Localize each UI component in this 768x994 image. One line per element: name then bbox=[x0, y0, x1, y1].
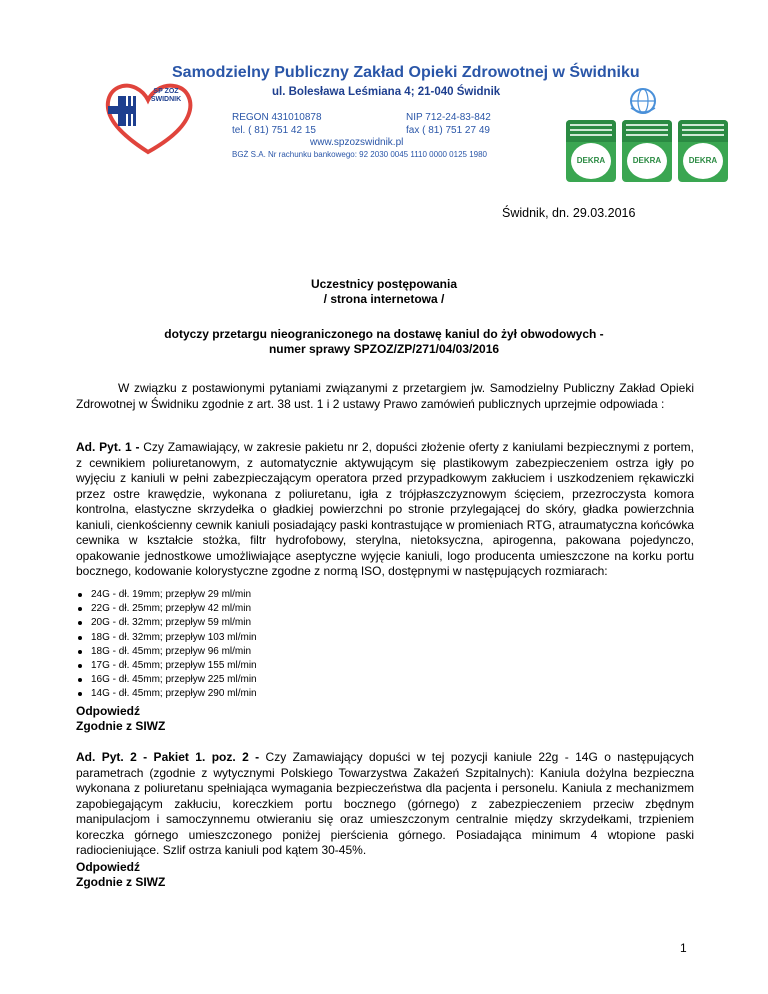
size-text: 24G - dł. 19mm; przepływ 29 ml/min bbox=[91, 589, 252, 600]
dekra-label: DEKRA bbox=[688, 156, 718, 165]
answer-1-text: Zgodnie z SIWZ bbox=[76, 719, 166, 733]
size-text: 18G - dł. 32mm; przepływ 103 ml/min bbox=[91, 631, 257, 643]
bullet-icon bbox=[78, 607, 82, 611]
size-text: 16G - dł. 45mm; przepływ 225 ml/min bbox=[91, 674, 257, 686]
bullet-icon bbox=[78, 664, 82, 668]
bullet-icon bbox=[78, 692, 82, 696]
organization-address: ul. Bolesława Leśmiana 4; 21-040 Świdnik bbox=[272, 86, 501, 98]
dekra-label: DEKRA bbox=[576, 156, 606, 165]
bullet-icon bbox=[78, 678, 82, 682]
document-date: Świdnik, dn. 29.03.2016 bbox=[502, 206, 636, 220]
dekra-certificate-iso9001 bbox=[566, 120, 616, 182]
question-2-paragraph bbox=[76, 750, 694, 859]
question-2-text: Czy Zamawiający dopuści w tej pozycji kaniule 22g - 14G o następujących parametrach (zgodnie z wytycznymi Polskiego Towarzystwa Zakażeń Szpitalnych): Kaniula dożylna bezpieczna wykonana z poliuretanu spełniająca wymagania bezpieczeństwa dla pacjenta i personelu. Kaniula z mechanizmem zapobiegającym zakłuciu, koreczkiem portu bocznego (górnego) z zabezpieczeniem przeciw zbędnym manipulacjom i samoczynnemu otwieraniu się oraz umieszczonym centralnie między skrzydełkami, trzpieniem koreczka górnego umieszczonego poniżej pierścienia górnego. Posiadająca minimum 4 wtopione paski radiocieniujące. Szlif ostrza kaniuli pod kątem 30-45%. bbox=[76, 750, 694, 857]
list-item bbox=[76, 673, 257, 687]
subject-line-1: dotyczy przetargu nieograniczonego na dostawę kaniul do żył obwodowych - bbox=[164, 327, 604, 341]
recipient-line-1: Uczestnicy postępowania bbox=[310, 277, 458, 291]
size-text: 18G - dł. 45mm; przepływ 96 ml/min bbox=[91, 645, 252, 657]
recipient-line-2: / strona internetowa / bbox=[323, 292, 445, 306]
answer-2-label: Odpowiedź bbox=[76, 860, 140, 874]
dekra-label: DEKRA bbox=[632, 156, 662, 165]
logo-text-line-2: ŚWIDNIK bbox=[150, 96, 182, 103]
question-1-label: Ad. Pyt. 1 - bbox=[76, 440, 140, 454]
list-item bbox=[76, 631, 257, 645]
size-text: 22G - dł. 25mm; przepływ 42 ml/min bbox=[91, 603, 252, 615]
list-item bbox=[76, 602, 257, 616]
bullet-icon bbox=[78, 636, 82, 640]
list-item bbox=[76, 659, 257, 673]
list-item bbox=[76, 687, 257, 701]
answer-1-label: Odpowiedź bbox=[76, 704, 140, 718]
website-link[interactable]: www.spzozswidnik.pl bbox=[310, 137, 404, 148]
size-text: 20G - dł. 32mm; przepływ 59 ml/min bbox=[91, 617, 252, 629]
page-number: 1 bbox=[680, 941, 687, 955]
bullet-icon bbox=[78, 650, 82, 654]
bullet-icon bbox=[78, 621, 82, 625]
bullet-icon bbox=[78, 593, 82, 597]
dekra-certificate-pn18001 bbox=[678, 120, 728, 182]
dekra-certificate-iso14001 bbox=[622, 120, 672, 182]
question-1-paragraph bbox=[76, 440, 694, 580]
bank-account: BGŻ S.A. Nr rachunku bankowego: 92 2030 0045 1110 0000 0125 1980 bbox=[232, 150, 487, 159]
list-item bbox=[76, 588, 257, 602]
list-item bbox=[76, 616, 257, 630]
logo-text bbox=[146, 88, 186, 104]
intro-paragraph: W związku z postawionymi pytaniami związanymi z przetargiem jw. Samodzielny Publiczny Zakład Opieki Zdrowotnej w Świdniku zgodnie z art. 38 ust. 1 i 2 ustawy Prawo zamówień publicznych uprzejmie odpowiada : bbox=[76, 381, 694, 411]
fax: fax ( 81) 751 27 49 bbox=[406, 125, 490, 136]
organization-name: Samodzielny Publiczny Zakład Opieki Zdrowotnej w Świdniku bbox=[172, 64, 640, 81]
nip: NIP 712-24-83-842 bbox=[406, 112, 491, 123]
regon: REGON 431010878 bbox=[232, 112, 322, 123]
size-text: 14G - dł. 45mm; przepływ 290 ml/min bbox=[91, 688, 257, 700]
question-1-text: Czy Zamawiający, w zakresie pakietu nr 2, dopuści złożenie oferty z kaniulami bezpiecznymi z portem, z cewnikiem poliuretanowym, z automatycznie aktywującym się plastikowym zabezpieczeniem ostrza igły po wyjęciu z kaniuli w pełni zabezpieczającym operatora przed przypadkowym zakłuciem i uszkodzeniem rękawiczki przez ostre krawędzie, wykonana z poliuretanu, igła z trójpłaszczyznowym ścięciem, przezroczysta komora kontrolna, elastyczne skrzydełka o gładkiej powierzchni po stronie przylegającej do skóry, gładka powierzchnia kaniuli, cienkościenny cewnik kaniuli posiadający paski kontrastujące w promieniach RTG, atraumatyczna końcówka cewnika w kształcie stożka, filtr hydrofobowy, sterylna, nietoksyczna, apirogenna, pakowana pojedynczo, opakowanie jednostkowe umożliwiające aseptyczne wyjęcie kaniuli, logo producenta umieszczone na korku portu bocznego, kodowanie kolorystyczne zgodne z normą ISO, dostępnymi w następujących rozmiarach: bbox=[76, 440, 694, 578]
answer-2-text: Zgodnie z SIWZ bbox=[76, 875, 166, 889]
size-text: 17G - dł. 45mm; przepływ 155 ml/min bbox=[91, 660, 257, 672]
size-list bbox=[76, 588, 257, 702]
list-item bbox=[76, 645, 257, 659]
globe-emblem-icon bbox=[628, 86, 658, 116]
phone: tel. ( 81) 751 42 15 bbox=[232, 125, 316, 136]
subject-line-2: numer sprawy SPZOZ/ZP/271/04/03/2016 bbox=[268, 342, 500, 356]
logo-text-line-1: SP ZOZ bbox=[153, 88, 179, 95]
question-2-label: Ad. Pyt. 2 - Pakiet 1. poz. 2 - bbox=[76, 750, 260, 764]
